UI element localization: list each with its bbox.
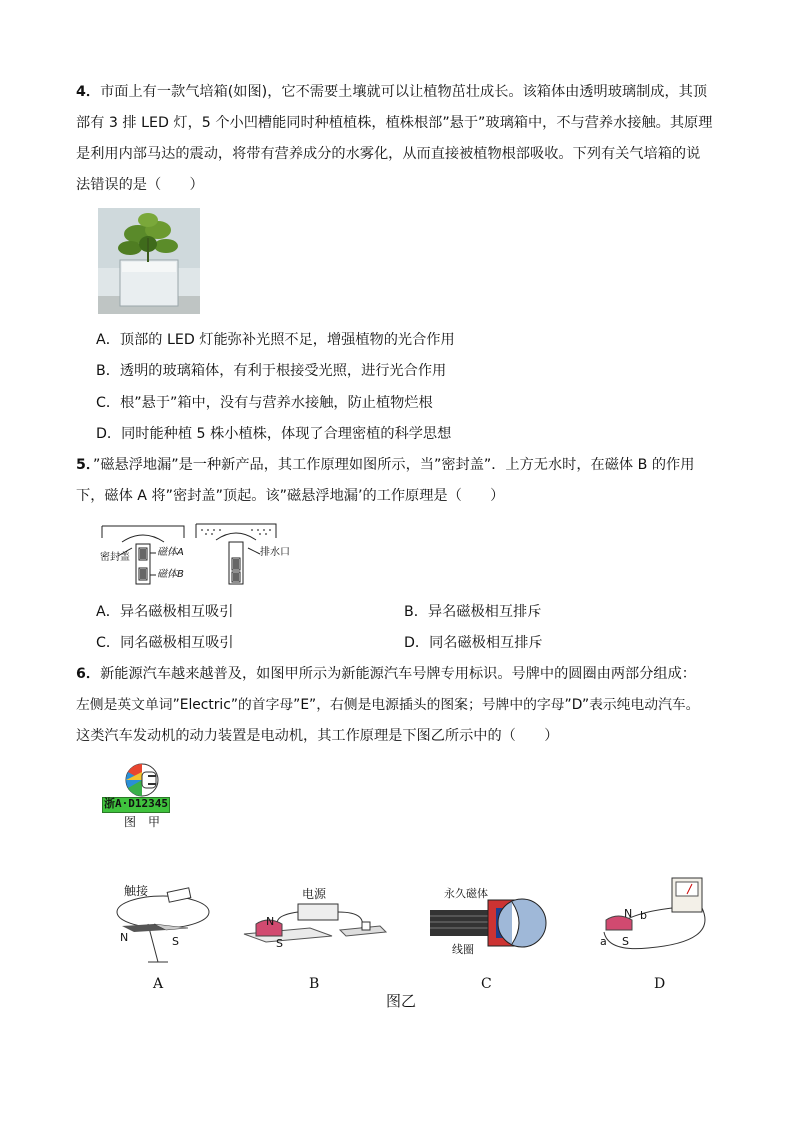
q4-line-4: 法错误的是（ ）: [76, 177, 204, 193]
panel-d-n-label: N: [624, 907, 633, 920]
panel-a-n-label: N: [120, 931, 129, 944]
ev-logo-icon: [118, 762, 166, 798]
q5-option-c[interactable]: C．同名磁极相互吸引: [96, 635, 234, 651]
panel-a-label[interactable]: A: [153, 976, 164, 992]
label-drain: 排水口: [260, 547, 290, 558]
fig-yi-caption: 图乙: [386, 992, 417, 1010]
panel-d-label[interactable]: D: [654, 976, 666, 992]
panel-b-power-label: 电源: [302, 887, 327, 901]
q4-line-3: 是利用内部马达的震动，将带有营养成分的水雾化，从而直接被植物根部吸收。下列有关气培箱的说: [76, 146, 701, 162]
label-magnet-b: 磁体B: [157, 569, 184, 580]
q6-number: 6．: [76, 666, 101, 682]
q5-number: 5．: [76, 457, 93, 473]
q5-line-2: 下，磁体 A 将”密封盖”顶起。该”磁悬浮地漏’的工作原理是（ ）: [76, 488, 505, 504]
panel-d-a-label: a: [600, 935, 607, 948]
q5-option-a[interactable]: A．异名磁极相互吸引: [96, 604, 234, 620]
panel-a-s-label: S: [172, 935, 179, 948]
panel-d-s-label: S: [622, 935, 629, 948]
aeroponic-box-photo: [98, 208, 200, 314]
label-seal: 密封盖: [100, 552, 130, 563]
panel-b-n-label: N: [266, 915, 275, 928]
panel-d-b-label: b: [640, 909, 647, 922]
panel-d-generator-diagram: [588, 872, 718, 956]
panel-c-coil-label: 线圈: [452, 943, 474, 956]
q6-line-3: 这类汽车发动机的动力装置是电动机，其工作原理是下图乙所示中的（ ）: [76, 728, 559, 744]
q5-option-b[interactable]: B．异名磁极相互排斥: [404, 604, 542, 620]
q4-number: 4．: [76, 84, 101, 100]
q4-option-d[interactable]: D．同时能种植 5 株小植株，体现了合理密植的科学思想: [96, 426, 452, 442]
panel-a-touch-label: 触接: [124, 884, 149, 898]
panel-c-label[interactable]: C: [481, 976, 492, 992]
q4-option-b[interactable]: B．透明的玻璃箱体，有利于根接受光照，进行光合作用: [96, 363, 447, 379]
panel-c-magnet-label: 永久磁体: [444, 887, 488, 900]
fig-jia-caption: 图 甲: [124, 815, 161, 829]
q5-option-d[interactable]: D．同名磁极相互排斥: [404, 635, 543, 651]
panel-b-label[interactable]: B: [309, 976, 320, 992]
q4-option-c[interactable]: C．根”悬于”箱中，没有与营养水接触，防止植物烂根: [96, 395, 433, 411]
q6-line-2: 左侧是英文单词”Electric”的首字母”E”，右侧是电源插头的图案；号牌中的字母”D”表示纯电动汽车。: [76, 697, 700, 713]
license-plate-text: 浙A·D12345: [104, 797, 168, 810]
q4-option-a[interactable]: A．顶部的 LED 灯能弥补光照不足，增强植物的光合作用: [96, 332, 455, 348]
panel-b-s-label: S: [276, 937, 283, 950]
q5-line-1: 5．”磁悬浮地漏”是一种新产品，其工作原理如图所示，当”密封盖”．上方无水时，在磁体 B 的作用: [76, 457, 695, 473]
q4-line-2: 部有 3 排 LED 灯，5 个小凹槽能同时种植植株，植株根部”悬于”玻璃箱中，不与营养水接触。其原理: [76, 115, 713, 131]
q4-line-1: 4．市面上有一款气培箱(如图)，它不需要土壤就可以让植物茁壮成长。该箱体由透明玻璃制成，其顶: [76, 84, 708, 100]
q6-line-1: 6．新能源汽车越来越普及，如图甲所示为新能源汽车号牌专用标识。号牌中的圆圈由两部分组成：: [76, 666, 696, 682]
label-magnet-a: 磁体A: [157, 547, 184, 558]
